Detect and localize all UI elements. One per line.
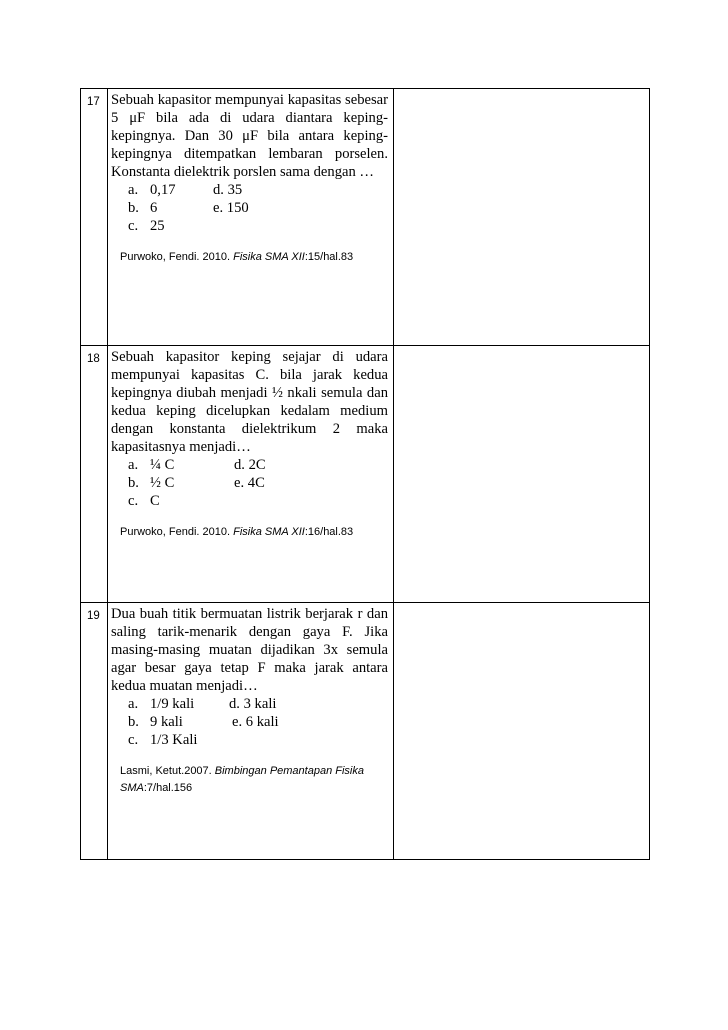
option-row: [111, 474, 388, 492]
citation-author: Purwoko, Fendi. 2010.: [120, 526, 234, 538]
question-cell: [108, 346, 394, 603]
answer-cell: [394, 89, 650, 346]
question-number: 19: [87, 610, 100, 622]
answer-options: [111, 456, 388, 510]
option-letter: a.: [128, 457, 139, 473]
option-text: 1/9 kali: [150, 696, 195, 712]
citation-title: Fisika SMA XII: [233, 251, 305, 263]
option-letter: c.: [128, 732, 139, 748]
source-citation: [120, 524, 388, 541]
option-text: C: [150, 493, 160, 509]
question-cell: [108, 603, 394, 860]
question-number: 18: [87, 353, 100, 365]
option-row: [111, 199, 388, 217]
citation-title: Fisika SMA XII: [233, 526, 305, 538]
option-text: e. 150: [213, 200, 249, 216]
citation-author: Purwoko, Fendi. 2010.: [120, 251, 234, 263]
citation-page: :16/hal.83: [304, 526, 354, 538]
option-text: d. 35: [213, 182, 243, 198]
option-text: 6: [150, 200, 158, 216]
option-letter: c.: [128, 493, 139, 509]
option-text: 1/3 Kali: [150, 732, 198, 748]
option-letter: a.: [128, 696, 139, 712]
source-citation: [120, 249, 388, 266]
option-row: [111, 713, 388, 731]
citation-page: :7/hal.156: [143, 782, 193, 794]
option-text: e. 4C: [234, 475, 265, 491]
number-cell: [81, 89, 108, 346]
option-letter: a.: [128, 182, 139, 198]
option-row: [111, 456, 388, 474]
citation-title: Bimbingan Pemantapan Fisika SMA: [120, 765, 364, 794]
citation-page: :15/hal.83: [304, 251, 354, 263]
question-row-17: [81, 89, 650, 346]
number-cell: [81, 603, 108, 860]
option-text: ½ C: [150, 475, 175, 491]
answer-options: [111, 695, 388, 749]
option-text: d. 3 kali: [229, 696, 277, 712]
option-row: [111, 492, 388, 510]
option-text: ¼ C: [150, 457, 175, 473]
option-row: [111, 695, 388, 713]
question-stem: Dua buah titik bermuatan listrik berjarak r dan saling tarik-menarik dengan gaya F. Jika masing-masing muatan dijadikan 3x semula agar besar gaya tetap F maka jarak antara kedua muatan menjadi…: [111, 606, 388, 694]
option-text: 9 kali: [150, 714, 183, 730]
option-text: e. 6 kali: [232, 714, 279, 730]
number-cell: [81, 346, 108, 603]
option-text: 25: [150, 218, 165, 234]
answer-options: [111, 181, 388, 235]
question-table: [80, 88, 650, 860]
option-letter: b.: [128, 200, 139, 216]
option-row: [111, 181, 388, 199]
option-letter: b.: [128, 475, 139, 491]
source-citation: [120, 763, 388, 797]
option-row: [111, 731, 388, 749]
question-row-19: [81, 603, 650, 860]
citation-author: Lasmi, Ketut.2007.: [120, 765, 215, 777]
question-stem: Sebuah kapasitor mempunyai kapasitas sebesar 5 μF bila ada di udara diantara keping-kepingnya. Dan 30 μF bila antara keping-kepingnya ditempatkan lembaran porselen. Konstanta dielektrik porslen sama dengan …: [111, 92, 388, 180]
question-number: 17: [87, 96, 100, 108]
question-row-18: [81, 346, 650, 603]
option-letter: c.: [128, 218, 139, 234]
option-row: [111, 217, 388, 235]
option-text: d. 2C: [234, 457, 266, 473]
question-table-container: [80, 88, 648, 860]
question-cell: [108, 89, 394, 346]
answer-cell: [394, 603, 650, 860]
option-text: 0,17: [150, 182, 176, 198]
option-letter: b.: [128, 714, 139, 730]
answer-cell: [394, 346, 650, 603]
question-stem: Sebuah kapasitor keping sejajar di udara mempunyai kapasitas C. bila jarak kedua kepingnya diubah menjadi ½ nkali semula dan kedua keping dicelupkan kedalam medium dengan konstanta dielektrikum 2 maka kapasitasnya menjadi…: [111, 349, 388, 455]
